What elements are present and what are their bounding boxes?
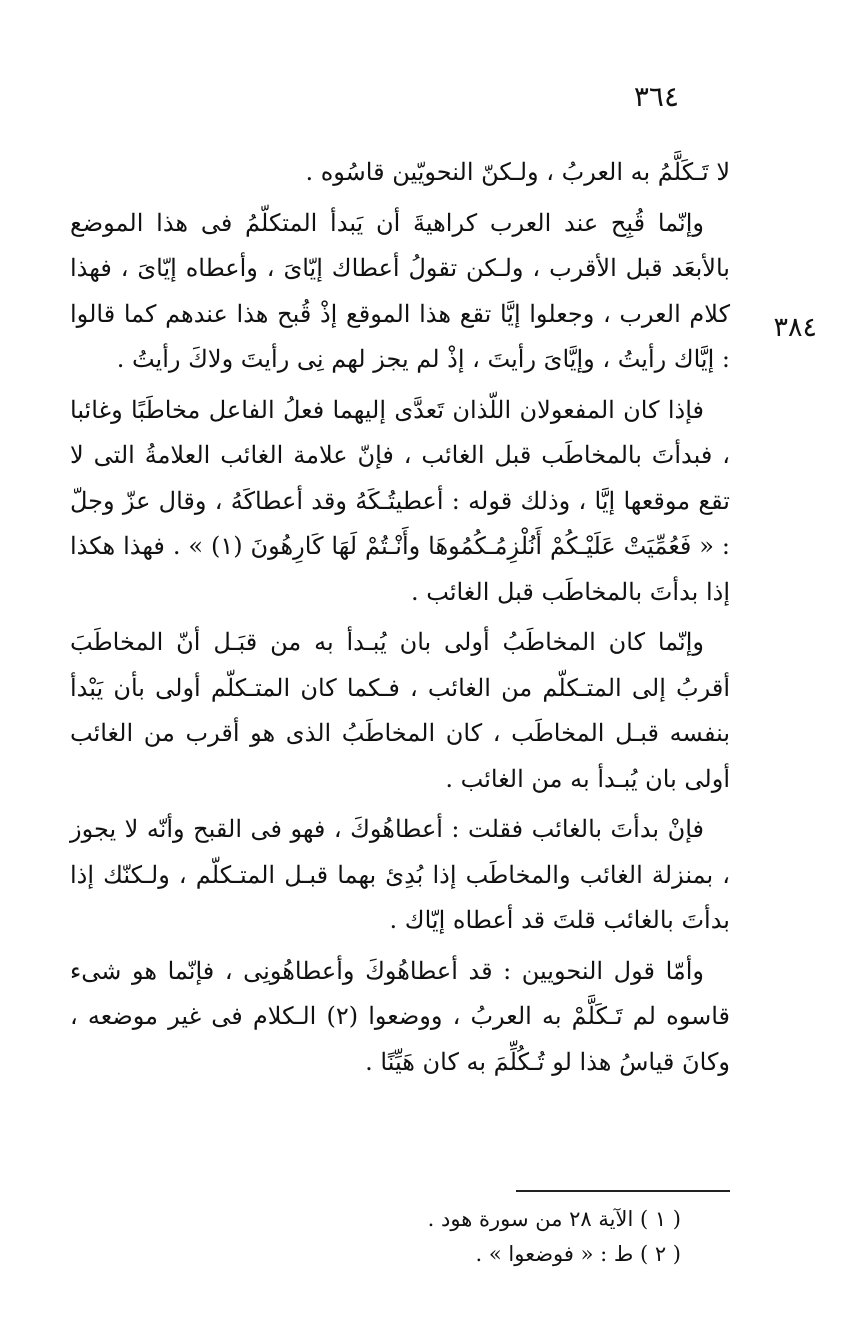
footnote-2: ( ٢ ) ط : « فوضعوا » .	[475, 1242, 681, 1266]
footnote-1: ( ١ ) الآية ٢٨ من سورة هود .	[427, 1207, 681, 1231]
body-text	[70, 150, 730, 1090]
paragraph-4: وإنّما كان المخاطَبُ أولى بان يُبـدأ به من قبَـل أنّ المخاطَبَ أقربُ إلى المتـكلّم من الغائب ، فـكما كان المتـكلّم أولى بأن يَبْدأ بنفسه قبـل المخاطَب ، كان المخاطَبُ الذى هو أقرب من الغائب أولى بان يُبـدأ به من الغائب .	[70, 628, 731, 793]
paragraph-5: فإنْ بدأتَ بالغائب فقلت : أعطاهُوكَ ، فهو فى القبح وأنّه لا يجوز ، بمنزلة الغائب والمخاطَب إذا بُدِئ بهما قبـل المتـكلّم ، ولـكنّك إذا بدأتَ بالغائب قلتَ قد أعطاه إيّاك .	[70, 815, 730, 934]
paragraph-1: لا تَـكَلَّمُ به العربُ ، ولـكنّ النحويّين قاسُوه .	[305, 158, 730, 186]
page-number: ٣٦٤	[633, 80, 679, 113]
paragraph-6: وأمّا قول النحويين : قد أعطاهُوكَ وأعطاهُونِى ، فإنّما هو شىء قاسوه لم تَـكَلَّمْ به العربُ ، ووضعوا (٢) الـكلام فى غير موضعه ، وكانَ قياسُ هذا لو تُـكُلِّمَ به كان هَيِّنًا .	[70, 956, 730, 1076]
footnote-separator	[516, 1190, 730, 1192]
paragraph-2: وإنّما قُبِح عند العرب كراهيةَ أن يَبدأ المتكلّمُ فى هذا الموضع بالأبعَد قبل الأقرب ، ولـكن تقولُ أعطاك إيّاىَ ، وأعطاه إيّاىَ ، فهذا كلام العرب ، وجعلوا إيَّا تقع هذا الموقع إذْ قُبح هذا عندهم كما قالوا : إيَّاك رأيتُ ، وإيَّاىَ رأيتَ ، إذْ لم يجز لهم نِى رأيتَ ولاكَ رأيتُ .	[70, 208, 730, 373]
paragraph-3: فإذا كان المفعولان اللّذان تَعدَّى إليهما فعلُ الفاعل مخاطَبًا وغائبا ، فبدأتَ بالمخاطَب قبل الغائب ، فإنّ علامة الغائب العلامةُ التى لا تقع موقعها إيَّا ، وذلك قوله : أعطيتُـكَهُ وقد أعطاكَهُ ، وقال عزّ وجلّ : « فَعُمِّيَتْ عَلَيْـكُمْ أَنُلْزِمُـكُمُوهَا وأَنْـتُمْ لَهَا كَارِهُونَ (١) » . فهذا هكذا إذا بدأتَ بالمخاطَب قبل الغائب .	[70, 395, 730, 606]
footnotes	[261, 1202, 681, 1272]
margin-number: ٣٨٤	[773, 312, 817, 343]
